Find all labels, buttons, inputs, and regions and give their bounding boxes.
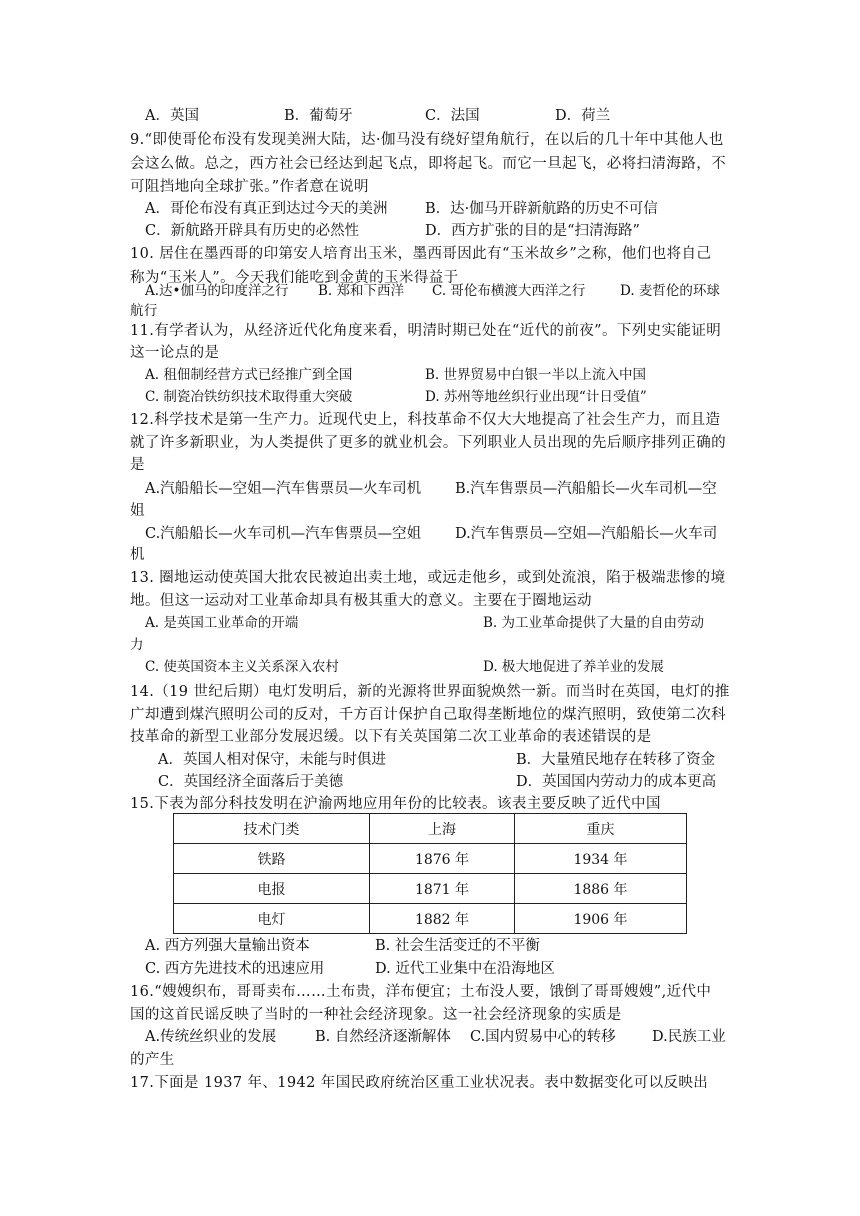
q13-stem-line-1: 13. 圈地运动使英国大批农民被迫出卖土地，或远走他乡，或到处流浪，陷于极端悲惨的境 [130,570,726,586]
table-header-cell: 技术门类 [174,814,370,844]
table-cell: 1886 年 [515,874,687,904]
q15-option-c[interactable]: C. 西方先进技术的迅速应用 [145,961,325,977]
q8-option-c[interactable]: C．法国 [425,108,480,124]
q13-option-c[interactable]: C. 使英国资本主义关系深入农村 [145,659,339,675]
q15-stem-line-1: 15.下表为部分科技发明在沪渝两地应用年份的比较表。该表主要反映了近代中国 [130,796,661,812]
table-row [174,904,687,934]
table-cell: 1934 年 [515,844,687,874]
q15-option-d[interactable]: D. 近代工业集中在沿海地区 [375,961,555,977]
table-cell: 1906 年 [515,904,687,934]
q16-option-a[interactable]: A.传统丝织业的发展 [145,1029,277,1045]
q14-stem-line-2: 广却遭到煤汽照明公司的反对，千方百计保护自己取得垄断地位的煤汽照明，致使第二次科 [130,707,726,723]
table-cell: 1882 年 [370,904,515,934]
q12-stem-line-3: 是 [130,457,145,473]
q14-option-c[interactable]: C．英国经济全面落后于美德 [158,774,344,790]
q10-option-d[interactable]: D. 麦哲伦的环球 [620,283,720,299]
table-header-cell: 上海 [370,814,515,844]
q11-option-c[interactable]: C. 制瓷冶铁纺织技术取得重大突破 [145,389,353,405]
q13-option-b-continued: 力 [130,637,144,653]
q12-option-c[interactable]: C.汽船船长—火车司机—汽车售票员—空姐 [145,526,422,542]
q10-option-b[interactable]: B. 郑和下西洋 [318,283,405,299]
q10-option-d-continued: 航行 [130,303,158,319]
q9-option-b[interactable]: B．达·伽马开辟新航路的历史不可信 [425,201,658,217]
q10-option-c[interactable]: C. 哥伦布横渡大西洋之行 [432,283,586,299]
q10-stem-line-2: 称为“玉米人”。今天我们能吃到金黄的玉米得益于 [130,270,459,286]
table-row [174,874,687,904]
q9-stem-line-2: 会这么做。总之，西方社会已经达到起飞点，即将起飞。而它一旦起飞，必将扫清海路，不 [130,156,726,172]
q12-option-d[interactable]: D.汽车售票员—空姐—汽船船长—火车司 [455,526,718,542]
q11-stem-line-2: 这一论点的是 [130,345,220,361]
q14-option-d[interactable]: D．英国国内劳动力的成本更高 [516,774,717,790]
q15-comparison-table [173,813,687,934]
q13-option-a[interactable]: A. 是英国工业革命的开端 [145,615,299,631]
q14-option-b[interactable]: B．大量殖民地存在转移了资金 [516,752,716,768]
q11-option-a[interactable]: A. 租佃制经营方式已经推广到全国 [145,367,353,383]
table-cell: 铁路 [174,844,370,874]
q12-stem-line-2: 就了许多新职业，为人类提供了更多的就业机会。下列职业人员出现的先后顺序排列正确的 [130,435,726,451]
q15-option-b[interactable]: B. 社会生活变迁的不平衡 [375,938,540,954]
q13-stem-line-2: 地。但这一运动对工业革命却具有极其重大的意义。主要在于圈地运动 [130,593,592,609]
table-cell: 电灯 [174,904,370,934]
table-header-cell: 重庆 [515,814,687,844]
q13-option-d[interactable]: D. 极大地促进了养羊业的发展 [483,659,664,675]
q16-option-d[interactable]: D.民族工业 [652,1029,726,1045]
q8-option-d[interactable]: D．荷兰 [555,108,611,124]
q14-stem-line-1: 14.（19 世纪后期）电灯发明后，新的光源将世界面貌焕然一新。而当时在英国，电灯的推 [130,684,730,700]
q9-option-a[interactable]: A．哥伦布没有真正到达过今天的美洲 [145,201,388,217]
q13-option-b[interactable]: B. 为工业革命提供了大量的自由劳动 [483,615,705,631]
q11-option-b[interactable]: B. 世界贸易中白银一半以上流入中国 [425,367,647,383]
q16-option-b[interactable]: B. 自然经济逐渐解体 [315,1029,451,1045]
q8-option-a[interactable]: A．英国 [145,108,199,124]
q14-option-a[interactable]: A．英国人相对保守，未能与时俱进 [158,752,386,768]
table-cell: 1871 年 [370,874,515,904]
q11-option-d[interactable]: D. 苏州等地丝织行业出现“计日受值” [425,389,647,405]
q12-stem-line-1: 12.科学技术是第一生产力。近现代史上，科技革命不仅大大地提高了社会生产力，而且造 [130,412,721,428]
q16-option-d-continued: 的产生 [130,1052,175,1068]
q15-option-a[interactable]: A. 西方列强大量输出资本 [145,938,310,954]
q10-stem-line-1: 10. 居住在墨西哥的印第安人培育出玉米，墨西哥因此有“玉米故乡”之称，他们也将自己 [130,246,712,262]
q16-stem-line-1: 16.“嫂嫂织布，哥哥卖布……土布贵，洋布便宜；土布没人要，饿倒了哥哥嫂嫂”,近代中 [130,984,712,1000]
q12-option-b-continued: 姐 [130,503,145,519]
q16-option-c[interactable]: C.国内贸易中心的转移 [470,1029,616,1045]
q16-stem-line-2: 国的这首民谣反映了当时的一种社会经济现象。这一社会经济现象的实质是 [130,1007,622,1023]
table-header-row [174,814,687,844]
table-cell: 1876 年 [370,844,515,874]
q17-stem-line-1: 17.下面是 1937 年、1942 年国民政府统治区重工业状况表。表中数据变化可以反映出 [130,1075,709,1091]
q9-stem-line-1: 9.“即使哥伦布没有发现美洲大陆，达·伽马没有绕好望角航行，在以后的几十年中其他人也 [130,132,724,148]
q12-option-b[interactable]: B.汽车售票员—汽船船长—火车司机—空 [455,481,717,497]
q14-stem-line-3: 技革命的新型工业部分发展迟缓。以下有关英国第二次工业革命的表述错误的是 [130,729,652,745]
q9-stem-line-3: 可阻挡地向全球扩张。”作者意在说明 [130,179,369,195]
q9-option-c[interactable]: C．新航路开辟具有历史的必然性 [145,223,360,239]
table-row [174,844,687,874]
q11-stem-line-1: 11.有学者认为，从经济近代化角度来看，明清时期已处在“近代的前夜”。下列史实能证明 [130,323,722,339]
q12-option-d-continued: 机 [130,547,145,563]
q12-option-a[interactable]: A.汽船船长—空姐—汽车售票员—火车司机 [145,481,422,497]
q10-option-a[interactable]: A.达•伽马的印度洋之行 [145,283,289,299]
q8-option-b[interactable]: B．葡萄牙 [284,108,353,124]
table-cell: 电报 [174,874,370,904]
q9-option-d[interactable]: D．西方扩张的目的是“扫清海路” [425,223,640,239]
